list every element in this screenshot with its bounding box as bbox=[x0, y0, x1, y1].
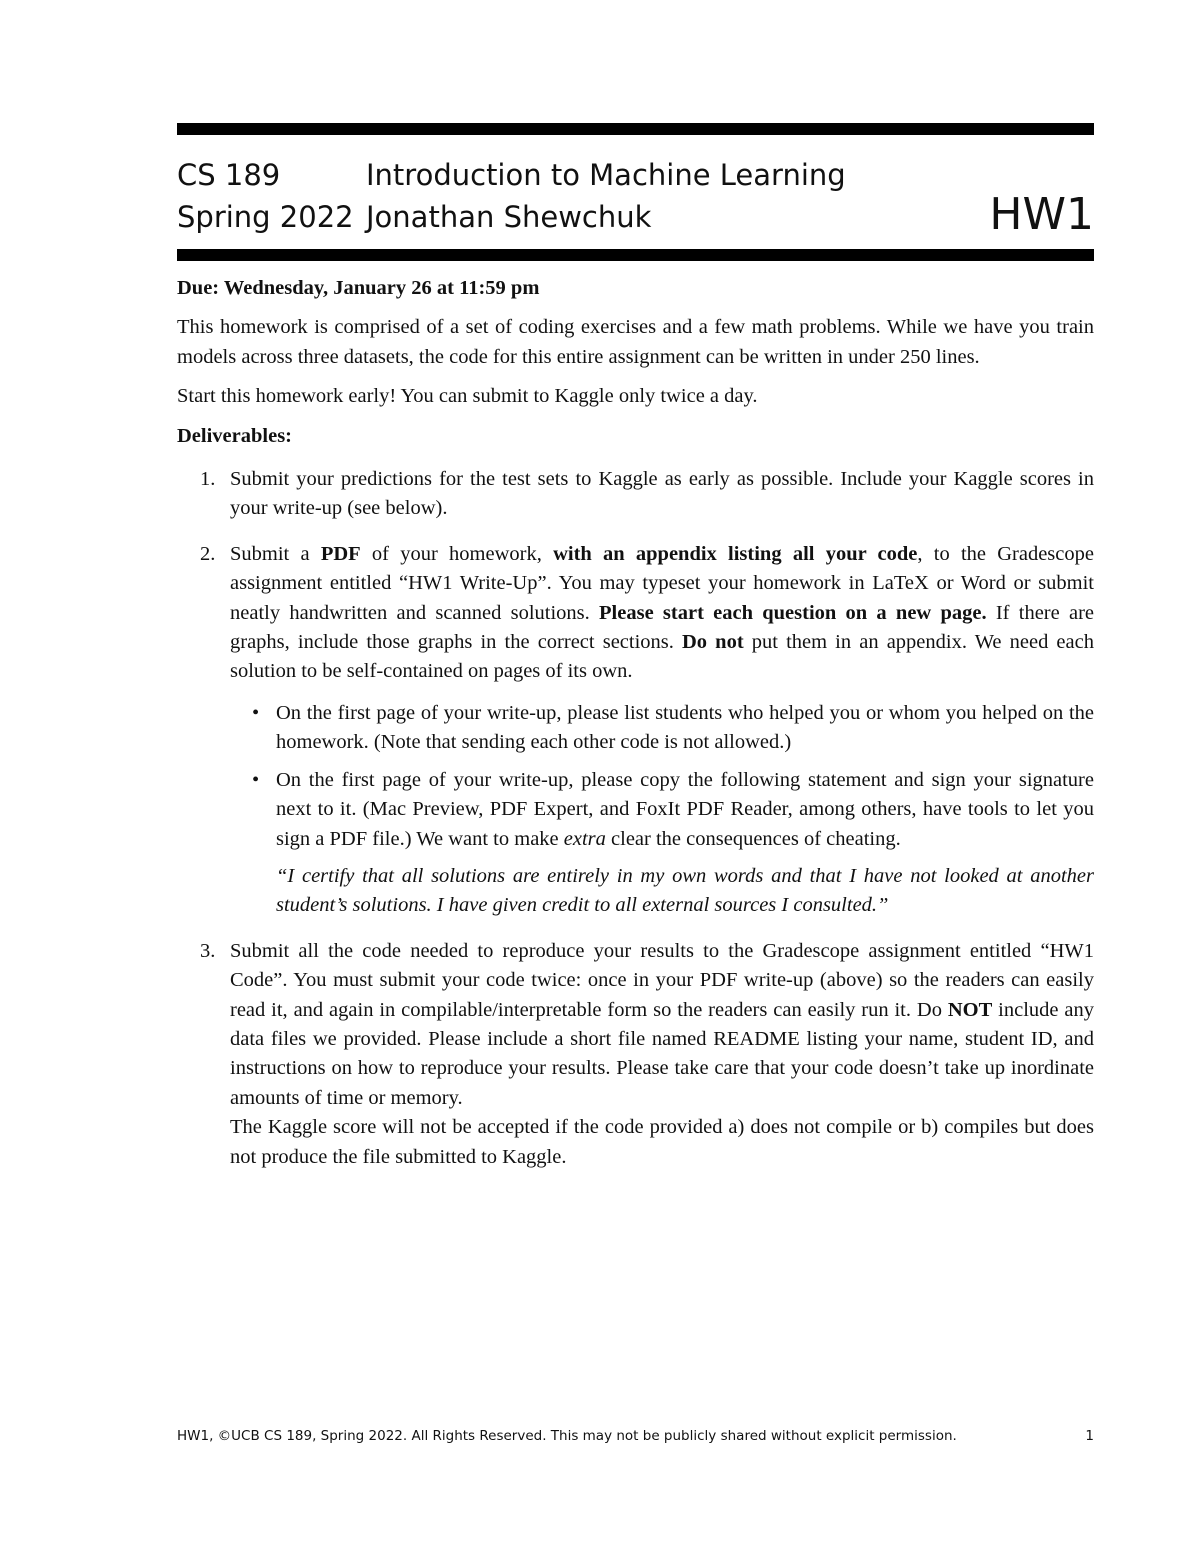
bold-run: Do not bbox=[682, 631, 744, 654]
kaggle-note: The Kaggle score will not be accepted if the code provided a) does not compile or b) compiles but does not produce the file submitted to Kaggle. bbox=[230, 1116, 1094, 1168]
honor-statement: “I certify that all solutions are entirely in my own words and that I have not looked at another student’s solutions. I have given credit to all external sources I consulted.” bbox=[276, 864, 1094, 917]
text-run: of your homework, bbox=[360, 542, 554, 565]
bold-run: Please start each question on a new page. bbox=[599, 601, 987, 624]
text-run: On the first page of your write-up, please copy the following statement and sign your signature next to it. (Mac Preview, PDF Expert, and FoxIt PDF Reader, among others, have tools to let you sign a PDF file.) We want to make bbox=[276, 768, 1094, 850]
text-run: clear the consequences of cheating. bbox=[605, 827, 901, 850]
header-bottom-rule bbox=[177, 249, 1094, 261]
document-body bbox=[177, 274, 1094, 1188]
item-number: 1. bbox=[200, 468, 216, 491]
text-run: Submit a bbox=[230, 542, 321, 565]
bold-run: PDF bbox=[320, 542, 361, 565]
item-text bbox=[230, 937, 1094, 1113]
text-run: , to the Gradescope assignment entitled “HW1 Write-Up”. You may typeset your homework in LaTeX or Word or submit neatly handwritten and scanned solutions. bbox=[230, 542, 1094, 624]
item-number: 2. bbox=[200, 542, 216, 565]
bold-run: with an appendix listing all your code bbox=[553, 542, 918, 565]
deliverable-item-3 bbox=[177, 937, 1094, 1172]
bullet-text: On the first page of your write-up, please list students who helped you or whom you helped on the homework. (Note that sending each other code is not allowed.) bbox=[276, 701, 1094, 754]
course-instructor: Jonathan Shewchuk bbox=[366, 200, 652, 234]
deliverable-item-2 bbox=[177, 540, 1094, 921]
bold-run: NOT bbox=[947, 998, 993, 1021]
sub-bullet-list bbox=[230, 699, 1094, 854]
deliverable-item-1 bbox=[177, 465, 1094, 524]
item-text: Submit your predictions for the test sets to Kaggle as early as possible. Include your Kaggle scores in your write-up (see below). bbox=[230, 468, 1094, 520]
footer-text: HW1, ©UCB CS 189, Spring 2022. All Rights Reserved. This may not be publicly shared without explicit permission. bbox=[177, 1428, 957, 1444]
bullet-icon: • bbox=[252, 701, 260, 724]
intro-paragraph: This homework is comprised of a set of coding exercises and a few math problems. While we have you train models across three datasets, the code for this entire assignment can be written in under 250 lines. bbox=[177, 316, 1094, 368]
early-paragraph: Start this homework early! You can submit to Kaggle only twice a day. bbox=[177, 385, 758, 408]
bullet-icon: • bbox=[252, 768, 260, 791]
course-code: CS 189 bbox=[177, 158, 281, 192]
item-text bbox=[230, 540, 1094, 687]
text-run: include any data files we provided. Please include a short file named README listing your name, student ID, and instructions on how to reproduce your results. Please take care that your code doesn’t take up inordinate amounts of time or memory. bbox=[230, 998, 1094, 1109]
header-top-rule bbox=[177, 123, 1094, 135]
homework-id: HW1 bbox=[989, 189, 1094, 240]
course-title: Introduction to Machine Learning bbox=[366, 158, 846, 192]
course-term: Spring 2022 bbox=[177, 200, 354, 234]
sub-bullet-1 bbox=[230, 699, 1094, 758]
italic-run: extra bbox=[563, 827, 606, 850]
sub-bullet-2 bbox=[230, 766, 1094, 854]
text-run: If there are graphs, include those graphs in the correct sections. bbox=[230, 601, 1094, 654]
text-run: Submit all the code needed to reproduce your results to the Gradescope assignment entitled “HW1 Code”. You must submit your code twice: once in your PDF write-up (above) so the readers can easily read it, and again in compilable/interpretable form so the readers can easily run it. Do bbox=[230, 939, 1094, 1021]
page-footer bbox=[177, 1428, 1094, 1444]
due-date: Due: Wednesday, January 26 at 11:59 pm bbox=[177, 277, 540, 299]
item-number: 3. bbox=[200, 939, 216, 962]
deliverables-heading: Deliverables: bbox=[177, 424, 292, 447]
deliverables-list bbox=[177, 465, 1094, 1172]
text-run: put them in an appendix. We need each solution to be self-contained on pages of its own. bbox=[230, 631, 1094, 683]
page-number: 1 bbox=[1085, 1428, 1094, 1444]
